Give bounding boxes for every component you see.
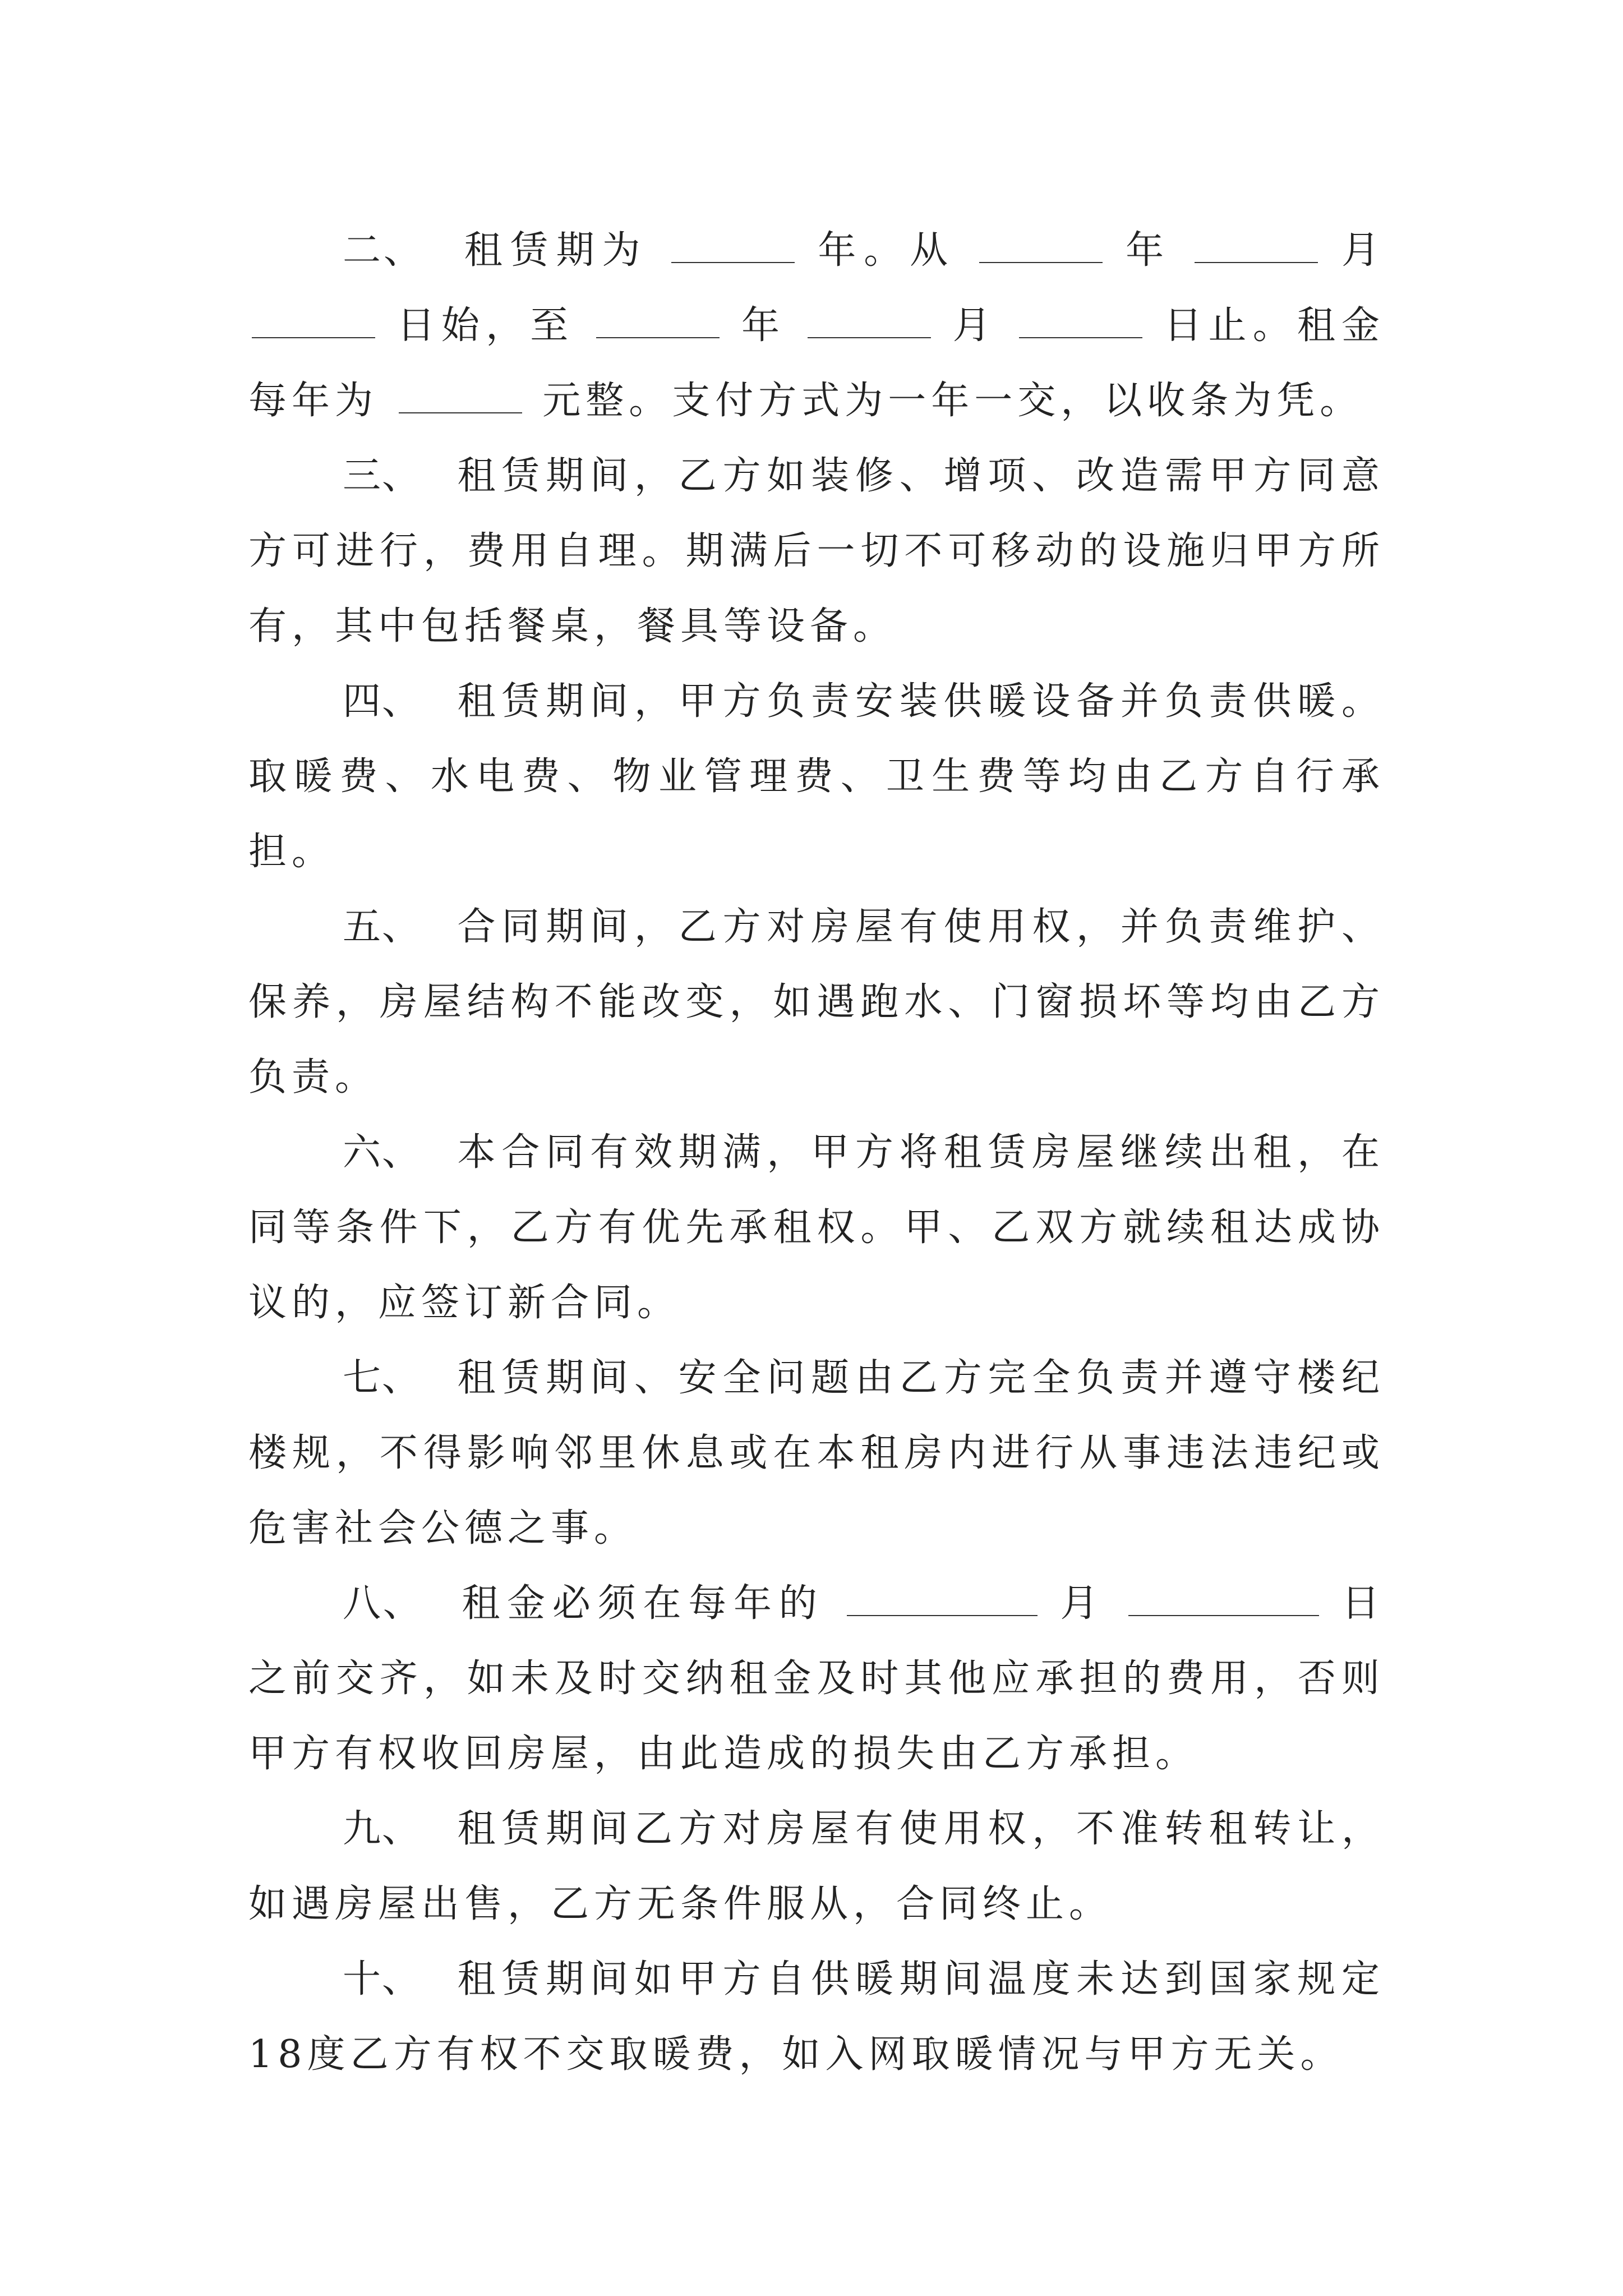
clause-number: 二、 [343,228,425,273]
clause-8 [248,1566,1385,1792]
clause-5 [248,890,1385,1115]
annual-rent-blank[interactable] [399,380,522,413]
clause-text: 租赁期间，乙方如装修、增项、改造需甲方同意方可进行，费用自理。期满后一切不可移动的设施归甲方所有，其中包括餐桌，餐具等设备。 [248,454,1385,648]
clause-number: 五、 [343,905,421,949]
clause-number: 八、 [343,1581,423,1626]
clause-text: 月 [952,303,997,348]
rent-due-month-blank[interactable] [847,1582,1038,1616]
clause-number: 七、 [343,1356,421,1400]
clause-text: 租赁期间乙方对房屋有使用权，不准转租转让，如遇房屋出售，乙方无条件服从，合同终止。 [248,1807,1385,1926]
clause-number: 六、 [343,1130,421,1175]
clause-text: 日始，至 [396,303,575,348]
clause-text: 本合同有效期满，甲方将租赁房屋继续出租，在同等条件下，乙方有优先承租权。甲、乙双方就续租达成协议的，应签订新合同。 [248,1130,1385,1325]
clause-3 [248,439,1385,664]
clause-number: 十、 [343,1957,421,2001]
clause-text: 租赁期间、安全问题由乙方完全负责并遵守楼纪楼规，不得影响邻里休息或在本租房内进行从事违法违纪或危害社会公德之事。 [248,1356,1385,1550]
document-page [248,213,1385,2092]
start-day-blank[interactable] [252,305,375,338]
clause-text: 年。从 [818,228,956,273]
end-day-blank[interactable] [1019,305,1142,338]
clause-10 [248,1942,1385,2092]
clause-number: 三、 [343,454,421,498]
clause-text: 月 [1341,228,1385,273]
clause-text: 租金必须在每年的 [462,1581,824,1626]
clause-text: 元整。支付方式为一年一交，以收条为凭。 [542,379,1363,423]
clause-text: 日之前交齐，如未及时交纳租金及时其他应承担的费用，否则甲方有权收回房屋，由此造成的损失由乙方承担。 [248,1581,1385,1776]
clause-text: 年 [1126,228,1172,273]
rent-due-day-blank[interactable] [1128,1582,1319,1616]
clause-text: 租赁期间，甲方负责安装供暖设备并负责供暖。取暖费、水电费、物业管理费、卫生费等均由乙方自行承担。 [248,679,1385,874]
clause-7 [248,1341,1385,1566]
lease-years-blank[interactable] [671,229,795,263]
start-month-blank[interactable] [1195,229,1318,263]
end-year-blank[interactable] [596,305,720,338]
clause-text: 租赁期为 [464,228,648,273]
clause-6 [248,1115,1385,1341]
clause-4 [248,664,1385,890]
end-month-blank[interactable] [808,305,931,338]
clause-2 [248,213,1385,439]
start-year-blank[interactable] [979,229,1103,263]
clause-number: 四、 [343,679,421,724]
clause-text: 日止。租金每年为 [248,303,1385,423]
clause-text: 合同期间，乙方对房屋有使用权，并负责维护、保养，房屋结构不能改变，如遇跑水、门窗损坏等均由乙方负责。 [248,905,1385,1099]
clause-9 [248,1792,1385,1942]
clause-number: 九、 [343,1807,421,1851]
clause-text: 月 [1060,1581,1106,1626]
clause-text: 年 [741,303,786,348]
clause-text: 租赁期间如甲方自供暖期间温度未达到国家规定18度乙方有权不交取暖费，如入网取暖情况与甲方无关。 [248,1957,1385,2077]
